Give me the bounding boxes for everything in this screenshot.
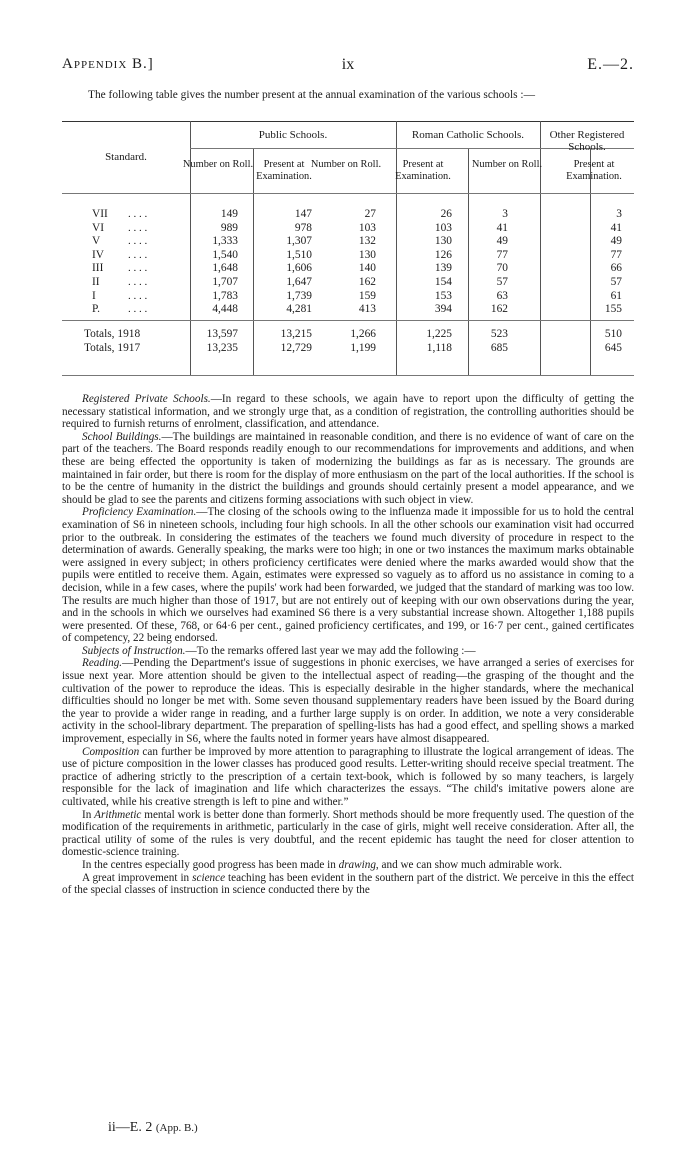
paragraph — [62, 657, 634, 745]
table-cell: 140 — [358, 262, 376, 275]
standard-label: IV — [92, 248, 105, 261]
totals-cell: 1,199 — [350, 342, 376, 354]
paragraph-text: , and we can show much admirable work. — [375, 858, 563, 871]
totals-cell: 523 — [490, 328, 508, 340]
table-cell: 77 — [610, 248, 622, 261]
leader-dots: . . . . — [128, 221, 148, 234]
totals-rule — [62, 320, 634, 321]
totals-cell: 1,266 — [350, 328, 376, 340]
table-cell: 159 — [358, 289, 376, 302]
table-cell: 4,448 — [212, 303, 238, 316]
totals-cell: 645 — [604, 342, 622, 354]
paragraph-text: —To the remarks offered last year we may add the following :— — [185, 644, 476, 657]
table-cell: 57 — [496, 276, 508, 288]
paragraph — [62, 746, 634, 809]
table-cell: 147 — [294, 208, 312, 220]
table-cell: 3 — [616, 208, 622, 220]
group-header: Public Schools. — [258, 129, 328, 141]
standard-label: II — [92, 276, 100, 288]
table-cell: 1,647 — [286, 276, 312, 288]
table-cell: 153 — [434, 289, 452, 302]
paragraph-text: mental work is better done than formerly. Short methods should be more frequently used. The question of the modification of the requirements in arithmetic, particularly in the case of girls, might well receive consideration. After all, the practical utility of some of the rules is very doubtful, and the recent epidemic has taught the need for closer attention to domestic-science training. — [62, 808, 634, 859]
standard-label: VI — [92, 221, 105, 234]
paragraph-heading: Arithmetic — [94, 808, 142, 821]
report-code: E.—2. — [587, 56, 634, 73]
table-cell: 1,707 — [212, 276, 238, 288]
paragraph-heading: drawing — [338, 858, 376, 871]
totals-cell: 510 — [604, 328, 622, 340]
table-cell: 103 — [358, 221, 376, 234]
standard-label: VII — [92, 208, 108, 220]
table-cell: 3 — [502, 208, 508, 220]
table-cell: 41 — [610, 221, 622, 234]
paragraph-heading: science — [192, 871, 226, 884]
totals-cell: 13,215 — [280, 328, 312, 340]
paragraph-text: —In regard to these schools, we again have to report upon the difficulty of getting the necessary statistical information, and we strongly urge that, as a condition of registration, the controlling authorities should be required to furnish returns of enrolment, classification, and attendance. — [62, 393, 634, 431]
table-cell: 394 — [434, 303, 452, 316]
table-cell: 49 — [610, 235, 622, 248]
table-cell: 61 — [610, 289, 622, 302]
column-header: Number on Roll. — [182, 159, 254, 170]
table-cell: 1,648 — [212, 262, 238, 275]
table-top-rule — [62, 121, 634, 122]
leader-dots: . . . . — [128, 303, 148, 316]
paragraph-heading: School Buildings. — [82, 430, 162, 443]
totals-label: Totals, 1918 — [84, 328, 141, 340]
table-cell: 132 — [358, 235, 376, 248]
leader-dots: . . . . — [128, 208, 148, 220]
table-cell: 1,783 — [212, 289, 238, 302]
table-cell: 1,739 — [286, 289, 312, 302]
leader-dots: . . . . — [128, 248, 148, 261]
table-cell: 149 — [220, 208, 238, 220]
table-cell: 4,281 — [286, 303, 312, 316]
paragraph-text: teaching has been evident in the southern part of the district. We perceive in this the effect of the special classes of instruction in science conducted there by the — [62, 871, 634, 897]
paragraph-text: —The closing of the schools owing to the influenza made it impossible for us to hold the central examination of S6 in nineteen schools, including four high schools. In all the other schools our examination visit had occurred prior to the outbreak. In considering the estimates of the teachers we found much diversity of procedure in respect to the determination of awards. Generally speaking, the marks were too high; in one or two instances the maximum marks obtainable were assigned in every subject; in others proficiency certificates were denied where the marks awarded would show that the pupils were entitled to receive them. Again, estimates were expressed so vaguely as to afford us no assistance in coming to a decision, while in a few cases, where the pupils' work had been forwarded, we judged that the standard of marking was too low. The results are much higher than those of 1917, but are not entirely out of keeping with our own observations during the year, and in the schools in which we ourselves had examined S6 there is a very substantial increase shown. Altogether 1,188 pupils were presented. Of these, 768, or 64·6 per cent., gained proficiency certificates, and 199, or 16·7 per cent., gained certificates of competency, 22 being endorsed. — [62, 506, 634, 645]
standard-label: I — [92, 289, 96, 302]
table-cell: 49 — [496, 235, 508, 248]
totals-cell: 1,225 — [426, 328, 452, 340]
leader-dots: . . . . — [128, 289, 148, 302]
totals-cell: 12,729 — [280, 342, 312, 354]
paragraph — [62, 506, 634, 645]
paragraph-heading: Composition — [82, 745, 140, 758]
signature-note: (App. B.) — [155, 1122, 198, 1134]
column-header: Present at Examination. — [395, 159, 451, 182]
column-header: Present at Examination. — [256, 159, 312, 182]
table-cell: 1,307 — [286, 235, 312, 248]
paragraph — [62, 859, 634, 872]
table-cell: 1,510 — [286, 248, 312, 261]
table-cell: 978 — [294, 221, 312, 234]
paragraph-heading: Reading. — [82, 657, 123, 670]
paragraph — [62, 872, 634, 897]
table-cell: 41 — [496, 221, 508, 234]
totals-cell: 13,235 — [206, 342, 238, 354]
page-footer — [108, 1120, 198, 1136]
table-cell: 27 — [364, 208, 376, 220]
paragraph — [62, 431, 634, 507]
paragraph-heading: Registered Private Schools. — [82, 393, 211, 405]
totals-label: Totals, 1917 — [84, 342, 141, 354]
standard-label: V — [92, 235, 101, 248]
table-cell: 57 — [610, 276, 622, 288]
table-cell: 103 — [434, 221, 452, 234]
paragraph-text: —The buildings are maintained in reasonable condition, and there is no evidence of want of care on the part of the teachers. The Board responds readily enough to our recommendations for improvements and additions, and when these are being effected the opportunity is taken of modernizing the buildings as far as is necessary. The grounds are maintained in fair order, but there is room for the display of more enthusiasm on the part of the local authorities. If the school is to be the centre of humanity in the district the buildings and grounds should certainly present a model appearance, and we should be glad to see the parents and citizens forming associations with such object in view. — [62, 430, 634, 506]
totals-cell: 685 — [490, 342, 508, 354]
leader-dots: . . . . — [128, 276, 148, 288]
table-cell: 413 — [358, 303, 376, 316]
table-cell: 162 — [358, 276, 376, 288]
group-header: Other Registered Schools. — [549, 129, 625, 153]
paragraph — [62, 809, 634, 859]
table-cell: 70 — [496, 262, 508, 275]
table-cell: 1,333 — [212, 235, 238, 248]
leader-dots: . . . . — [128, 262, 148, 275]
table-cell: 126 — [434, 248, 452, 261]
table-cell: 155 — [604, 303, 622, 316]
column-header: Number on Roll. — [310, 159, 382, 170]
paragraph — [62, 393, 634, 431]
table-cell: 1,540 — [212, 248, 238, 261]
paragraph-heading: Subjects of Instruction. — [82, 644, 186, 657]
leader-dots: . . . . — [128, 235, 148, 248]
table-bottom-rule — [62, 375, 634, 376]
paragraph-heading: Proficiency Examination. — [82, 506, 197, 519]
totals-cell: 13,597 — [206, 328, 238, 340]
table-cell: 154 — [434, 276, 452, 288]
table-cell: 63 — [496, 289, 508, 302]
paragraph — [62, 645, 634, 658]
column-header: Number on Roll. — [471, 159, 543, 170]
column-header-rule — [62, 193, 634, 194]
table-cell: 130 — [358, 248, 376, 261]
table-cell: 130 — [434, 235, 452, 248]
table-cell: 1,606 — [286, 262, 312, 275]
standard-label: P. — [92, 303, 100, 316]
table-intro: The following table gives the number present at the annual examination of the various schools :— — [88, 89, 535, 101]
group-header: Roman Catholic Schools. — [411, 129, 525, 141]
totals-cell: 1,118 — [426, 342, 452, 354]
paragraph-lead: In the centres especially good progress has been made in — [82, 858, 339, 871]
column-header: Present at Examination. — [566, 159, 622, 182]
table-cell: 139 — [434, 262, 452, 275]
report-body — [62, 393, 634, 897]
paragraph-text: can further be improved by more attention to paragraphing to illustrate the logical arrangement of ideas. The use of picture composition in the lower classes has produced good results. Letter-writing should receive special treatment. The practice of adhering strictly to the prescription of a certain text-book, which is followed by so many teachers, is largely responsible for the lack of imagination and life which characterizes the essays. “The child's imitative powers alone are cultivated, while his creative strength is left to pine and wither.” — [62, 745, 634, 808]
standard-label: III — [92, 262, 104, 275]
table-cell: 989 — [220, 221, 238, 234]
page-header — [62, 56, 634, 78]
paragraph-text: —Pending the Department's issue of suggestions in phonic exercises, we have arranged a series of exercises for issue next year. More attention should be given to the intellectual aspect of reading—the grasping of the thought and the cultivation of the power to reproduce the ideas. This is especially desirable in the higher standards, where the mechanical difficulties should no longer be met with. Some seven thousand supplementary readers have been issued by the Board during the year to provide a wider range in reading, and a further large supply is on order. In addition, we note a very considerable activity in the school-library department. The preparation of spelling-lists has had a good effect, and spelling shows a marked improvement, especially in S6, where the faults noted in former years have almost disappeared. — [62, 657, 634, 746]
page-number: ix — [341, 56, 355, 73]
paragraph-lead: A great improvement in — [82, 871, 193, 884]
table-cell: 77 — [496, 248, 508, 261]
table-cell: 66 — [610, 262, 622, 275]
signature-mark: ii—E. 2 — [108, 1120, 153, 1135]
table-cell: 26 — [440, 208, 452, 220]
standard-header: Standard. — [105, 151, 147, 163]
paragraph-lead: In — [82, 808, 95, 821]
table-cell: 162 — [490, 303, 508, 316]
appendix-label: Appendix B.] — [62, 56, 154, 72]
